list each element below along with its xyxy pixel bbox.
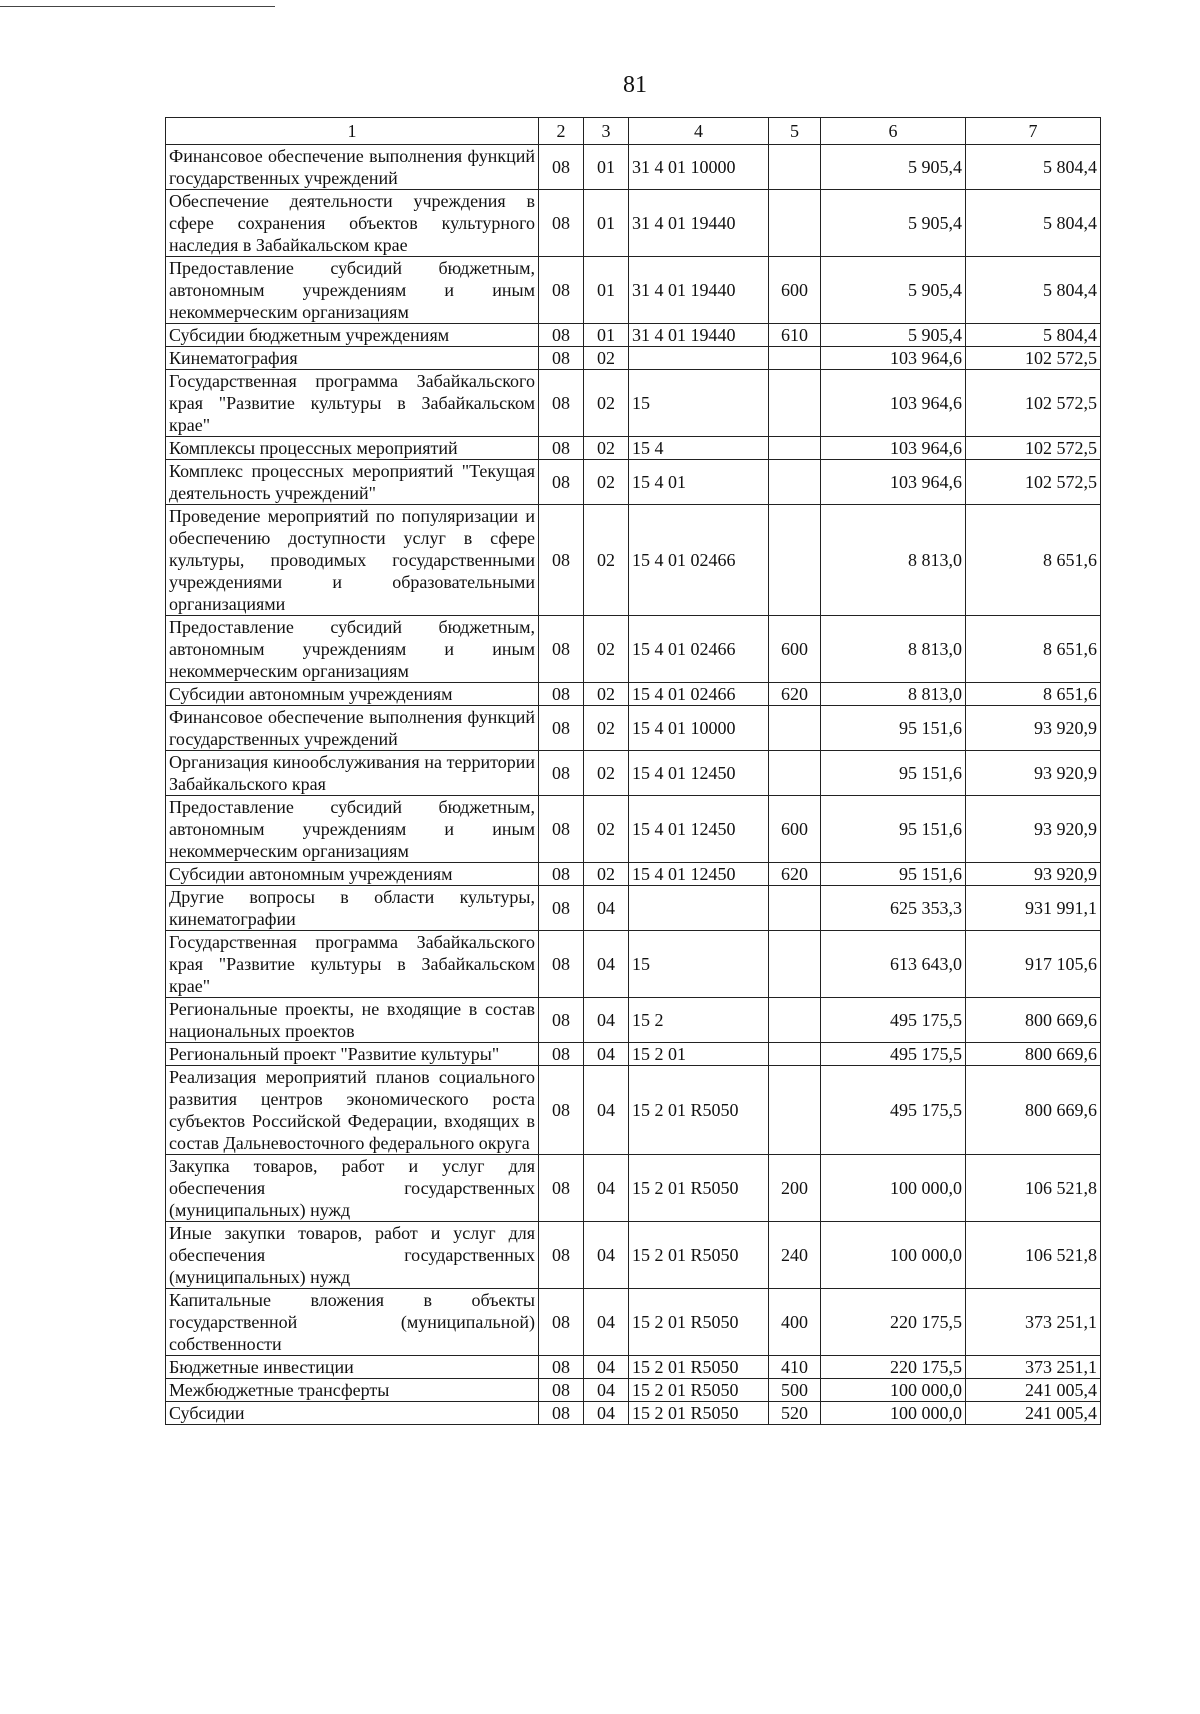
section-code: 08 <box>539 1222 584 1289</box>
amount-year-2: 8 651,6 <box>966 683 1101 706</box>
table-body <box>166 145 1101 1425</box>
item-name: Субсидии бюджетным учреждениям <box>166 324 539 347</box>
item-name: Субсидии автономным учреждениям <box>166 683 539 706</box>
table-row <box>166 998 1101 1043</box>
header-col-2: 2 <box>539 118 584 145</box>
section-code: 08 <box>539 324 584 347</box>
item-name: Предоставление субсидий бюджетным, автономным учреждениям и иным некоммерческим организациям <box>166 616 539 683</box>
target-article-code: 15 4 01 12450 <box>629 796 769 863</box>
item-name: Региональный проект "Развитие культуры" <box>166 1043 539 1066</box>
item-name: Реализация мероприятий планов социального развития центров экономического роста субъектов Российской Федерации, входящих в состав Дальневосточного федерального округа <box>166 1066 539 1155</box>
item-name: Организация кинообслуживания на территории Забайкальского края <box>166 751 539 796</box>
expense-type-code: 600 <box>769 616 821 683</box>
item-name: Бюджетные инвестиции <box>166 1356 539 1379</box>
item-name: Другие вопросы в области культуры, кинематографии <box>166 886 539 931</box>
amount-year-2: 800 669,6 <box>966 1066 1101 1155</box>
expense-type-code <box>769 931 821 998</box>
section-code: 08 <box>539 616 584 683</box>
target-article-code: 15 2 01 R5050 <box>629 1379 769 1402</box>
table-row <box>166 1043 1101 1066</box>
amount-year-1: 8 813,0 <box>821 505 966 616</box>
amount-year-1: 95 151,6 <box>821 706 966 751</box>
table-row <box>166 1379 1101 1402</box>
expense-type-code <box>769 145 821 190</box>
amount-year-1: 8 813,0 <box>821 683 966 706</box>
target-article-code: 15 2 01 R5050 <box>629 1289 769 1356</box>
expense-type-code <box>769 347 821 370</box>
header-col-1: 1 <box>166 118 539 145</box>
expense-type-code <box>769 706 821 751</box>
subsection-code: 02 <box>584 683 629 706</box>
target-article-code: 15 2 01 R5050 <box>629 1066 769 1155</box>
target-article-code: 15 4 01 02466 <box>629 505 769 616</box>
expense-type-code: 500 <box>769 1379 821 1402</box>
table-row <box>166 751 1101 796</box>
section-code: 08 <box>539 347 584 370</box>
amount-year-1: 95 151,6 <box>821 751 966 796</box>
amount-year-1: 495 175,5 <box>821 1043 966 1066</box>
table-row <box>166 863 1101 886</box>
section-code: 08 <box>539 751 584 796</box>
target-article-code <box>629 886 769 931</box>
target-article-code: 15 2 <box>629 998 769 1043</box>
subsection-code: 04 <box>584 1289 629 1356</box>
section-code: 08 <box>539 1155 584 1222</box>
amount-year-1: 103 964,6 <box>821 460 966 505</box>
item-name: Обеспечение деятельности учреждения в сфере сохранения объектов культурного наследия в Забайкальском крае <box>166 190 539 257</box>
subsection-code: 04 <box>584 1222 629 1289</box>
amount-year-1: 220 175,5 <box>821 1356 966 1379</box>
top-rule-line <box>0 6 275 7</box>
subsection-code: 02 <box>584 796 629 863</box>
item-name: Государственная программа Забайкальского края "Развитие культуры в Забайкальском крае" <box>166 370 539 437</box>
expense-type-code: 240 <box>769 1222 821 1289</box>
amount-year-1: 495 175,5 <box>821 998 966 1043</box>
expense-type-code <box>769 751 821 796</box>
table-row <box>166 437 1101 460</box>
table-row <box>166 1222 1101 1289</box>
target-article-code: 15 2 01 R5050 <box>629 1155 769 1222</box>
section-code: 08 <box>539 1379 584 1402</box>
table-row <box>166 324 1101 347</box>
subsection-code: 01 <box>584 145 629 190</box>
section-code: 08 <box>539 683 584 706</box>
item-name: Кинематография <box>166 347 539 370</box>
expense-type-code <box>769 370 821 437</box>
subsection-code: 02 <box>584 437 629 460</box>
subsection-code: 04 <box>584 1043 629 1066</box>
header-col-3: 3 <box>584 118 629 145</box>
expense-type-code: 400 <box>769 1289 821 1356</box>
subsection-code: 02 <box>584 505 629 616</box>
amount-year-1: 100 000,0 <box>821 1379 966 1402</box>
table-row <box>166 257 1101 324</box>
item-name: Финансовое обеспечение выполнения функций государственных учреждений <box>166 706 539 751</box>
target-article-code: 15 <box>629 370 769 437</box>
section-code: 08 <box>539 863 584 886</box>
subsection-code: 04 <box>584 1402 629 1425</box>
amount-year-2: 800 669,6 <box>966 998 1101 1043</box>
header-row <box>166 118 1101 145</box>
amount-year-1: 625 353,3 <box>821 886 966 931</box>
subsection-code: 04 <box>584 1356 629 1379</box>
target-article-code: 31 4 01 19440 <box>629 190 769 257</box>
amount-year-2: 102 572,5 <box>966 460 1101 505</box>
amount-year-2: 93 920,9 <box>966 751 1101 796</box>
section-code: 08 <box>539 145 584 190</box>
subsection-code: 04 <box>584 998 629 1043</box>
target-article-code: 15 4 01 12450 <box>629 863 769 886</box>
section-code: 08 <box>539 1356 584 1379</box>
section-code: 08 <box>539 1402 584 1425</box>
subsection-code: 04 <box>584 1155 629 1222</box>
amount-year-1: 5 905,4 <box>821 324 966 347</box>
section-code: 08 <box>539 370 584 437</box>
subsection-code: 02 <box>584 706 629 751</box>
target-article-code: 15 4 01 <box>629 460 769 505</box>
table-row <box>166 347 1101 370</box>
subsection-code: 02 <box>584 616 629 683</box>
subsection-code: 02 <box>584 370 629 437</box>
amount-year-2: 931 991,1 <box>966 886 1101 931</box>
section-code: 08 <box>539 1043 584 1066</box>
item-name: Закупка товаров, работ и услуг для обеспечения государственных (муниципальных) нужд <box>166 1155 539 1222</box>
subsection-code: 02 <box>584 751 629 796</box>
table-row <box>166 1155 1101 1222</box>
item-name: Комплекс процессных мероприятий "Текущая деятельность учреждений" <box>166 460 539 505</box>
target-article-code: 15 4 01 02466 <box>629 616 769 683</box>
item-name: Межбюджетные трансферты <box>166 1379 539 1402</box>
table-row <box>166 190 1101 257</box>
target-article-code: 15 2 01 R5050 <box>629 1222 769 1289</box>
section-code: 08 <box>539 886 584 931</box>
table-row <box>166 706 1101 751</box>
section-code: 08 <box>539 460 584 505</box>
section-code: 08 <box>539 706 584 751</box>
amount-year-2: 93 920,9 <box>966 796 1101 863</box>
expense-type-code: 610 <box>769 324 821 347</box>
target-article-code: 15 <box>629 931 769 998</box>
amount-year-1: 5 905,4 <box>821 145 966 190</box>
target-article-code: 15 4 <box>629 437 769 460</box>
item-name: Субсидии автономным учреждениям <box>166 863 539 886</box>
amount-year-2: 102 572,5 <box>966 347 1101 370</box>
table-row <box>166 886 1101 931</box>
subsection-code: 04 <box>584 931 629 998</box>
amount-year-1: 100 000,0 <box>821 1155 966 1222</box>
expense-type-code <box>769 886 821 931</box>
expense-type-code: 620 <box>769 863 821 886</box>
amount-year-1: 5 905,4 <box>821 257 966 324</box>
table-row <box>166 1289 1101 1356</box>
expense-type-code <box>769 1043 821 1066</box>
subsection-code: 02 <box>584 460 629 505</box>
header-col-5: 5 <box>769 118 821 145</box>
target-article-code: 15 4 01 12450 <box>629 751 769 796</box>
item-name: Капитальные вложения в объекты государственной (муниципальной) собственности <box>166 1289 539 1356</box>
header-col-6: 6 <box>821 118 966 145</box>
section-code: 08 <box>539 998 584 1043</box>
amount-year-2: 800 669,6 <box>966 1043 1101 1066</box>
subsection-code: 01 <box>584 257 629 324</box>
item-name: Иные закупки товаров, работ и услуг для обеспечения государственных (муниципальных) нужд <box>166 1222 539 1289</box>
expense-type-code: 200 <box>769 1155 821 1222</box>
expense-type-code: 620 <box>769 683 821 706</box>
target-article-code: 31 4 01 19440 <box>629 257 769 324</box>
amount-year-2: 102 572,5 <box>966 370 1101 437</box>
subsection-code: 04 <box>584 1066 629 1155</box>
subsection-code: 01 <box>584 324 629 347</box>
amount-year-1: 103 964,6 <box>821 437 966 460</box>
item-name: Комплексы процессных мероприятий <box>166 437 539 460</box>
target-article-code: 31 4 01 19440 <box>629 324 769 347</box>
expense-type-code <box>769 460 821 505</box>
amount-year-2: 93 920,9 <box>966 863 1101 886</box>
amount-year-2: 917 105,6 <box>966 931 1101 998</box>
table-row <box>166 616 1101 683</box>
target-article-code: 15 4 01 02466 <box>629 683 769 706</box>
amount-year-1: 95 151,6 <box>821 796 966 863</box>
expense-type-code: 600 <box>769 796 821 863</box>
section-code: 08 <box>539 931 584 998</box>
item-name: Субсидии <box>166 1402 539 1425</box>
expense-type-code <box>769 437 821 460</box>
section-code: 08 <box>539 1066 584 1155</box>
expense-type-code <box>769 998 821 1043</box>
expense-type-code: 520 <box>769 1402 821 1425</box>
table-row <box>166 370 1101 437</box>
table-row <box>166 1356 1101 1379</box>
amount-year-1: 613 643,0 <box>821 931 966 998</box>
amount-year-2: 5 804,4 <box>966 190 1101 257</box>
amount-year-2: 106 521,8 <box>966 1155 1101 1222</box>
expense-type-code: 600 <box>769 257 821 324</box>
budget-table <box>165 117 1101 1425</box>
amount-year-1: 95 151,6 <box>821 863 966 886</box>
section-code: 08 <box>539 796 584 863</box>
section-code: 08 <box>539 437 584 460</box>
amount-year-1: 8 813,0 <box>821 616 966 683</box>
item-name: Предоставление субсидий бюджетным, автономным учреждениям и иным некоммерческим организациям <box>166 257 539 324</box>
amount-year-2: 93 920,9 <box>966 706 1101 751</box>
subsection-code: 04 <box>584 1379 629 1402</box>
table-row <box>166 796 1101 863</box>
table-row <box>166 505 1101 616</box>
target-article-code: 15 2 01 R5050 <box>629 1356 769 1379</box>
item-name: Региональные проекты, не входящие в состав национальных проектов <box>166 998 539 1043</box>
amount-year-1: 100 000,0 <box>821 1402 966 1425</box>
target-article-code: 15 2 01 <box>629 1043 769 1066</box>
subsection-code: 04 <box>584 886 629 931</box>
subsection-code: 02 <box>584 863 629 886</box>
amount-year-1: 495 175,5 <box>821 1066 966 1155</box>
amount-year-1: 103 964,6 <box>821 347 966 370</box>
amount-year-2: 5 804,4 <box>966 324 1101 347</box>
amount-year-1: 100 000,0 <box>821 1222 966 1289</box>
amount-year-2: 102 572,5 <box>966 437 1101 460</box>
section-code: 08 <box>539 505 584 616</box>
amount-year-2: 373 251,1 <box>966 1356 1101 1379</box>
section-code: 08 <box>539 1289 584 1356</box>
amount-year-2: 106 521,8 <box>966 1222 1101 1289</box>
target-article-code: 31 4 01 10000 <box>629 145 769 190</box>
expense-type-code <box>769 190 821 257</box>
expense-type-code: 410 <box>769 1356 821 1379</box>
item-name: Предоставление субсидий бюджетным, автономным учреждениям и иным некоммерческим организациям <box>166 796 539 863</box>
header-col-4: 4 <box>629 118 769 145</box>
section-code: 08 <box>539 190 584 257</box>
item-name: Проведение мероприятий по популяризации и обеспечению доступности услуг в сфере культуры, проводимых государственными учреждениями и образовательными организациями <box>166 505 539 616</box>
target-article-code: 15 2 01 R5050 <box>629 1402 769 1425</box>
subsection-code: 02 <box>584 347 629 370</box>
target-article-code: 15 4 01 10000 <box>629 706 769 751</box>
amount-year-2: 373 251,1 <box>966 1289 1101 1356</box>
amount-year-2: 241 005,4 <box>966 1402 1101 1425</box>
amount-year-2: 5 804,4 <box>966 145 1101 190</box>
subsection-code: 01 <box>584 190 629 257</box>
target-article-code <box>629 347 769 370</box>
item-name: Государственная программа Забайкальского края "Развитие культуры в Забайкальском крае" <box>166 931 539 998</box>
amount-year-2: 241 005,4 <box>966 1379 1101 1402</box>
page-number: 81 <box>623 72 647 98</box>
amount-year-2: 8 651,6 <box>966 505 1101 616</box>
amount-year-1: 220 175,5 <box>821 1289 966 1356</box>
section-code: 08 <box>539 257 584 324</box>
item-name: Финансовое обеспечение выполнения функций государственных учреждений <box>166 145 539 190</box>
table-row <box>166 145 1101 190</box>
table-header <box>166 118 1101 145</box>
table-row <box>166 460 1101 505</box>
table-row <box>166 1066 1101 1155</box>
expense-type-code <box>769 505 821 616</box>
amount-year-2: 8 651,6 <box>966 616 1101 683</box>
table-row <box>166 1402 1101 1425</box>
amount-year-2: 5 804,4 <box>966 257 1101 324</box>
expense-type-code <box>769 1066 821 1155</box>
amount-year-1: 5 905,4 <box>821 190 966 257</box>
amount-year-1: 103 964,6 <box>821 370 966 437</box>
header-col-7: 7 <box>966 118 1101 145</box>
table-row <box>166 931 1101 998</box>
table-row <box>166 683 1101 706</box>
